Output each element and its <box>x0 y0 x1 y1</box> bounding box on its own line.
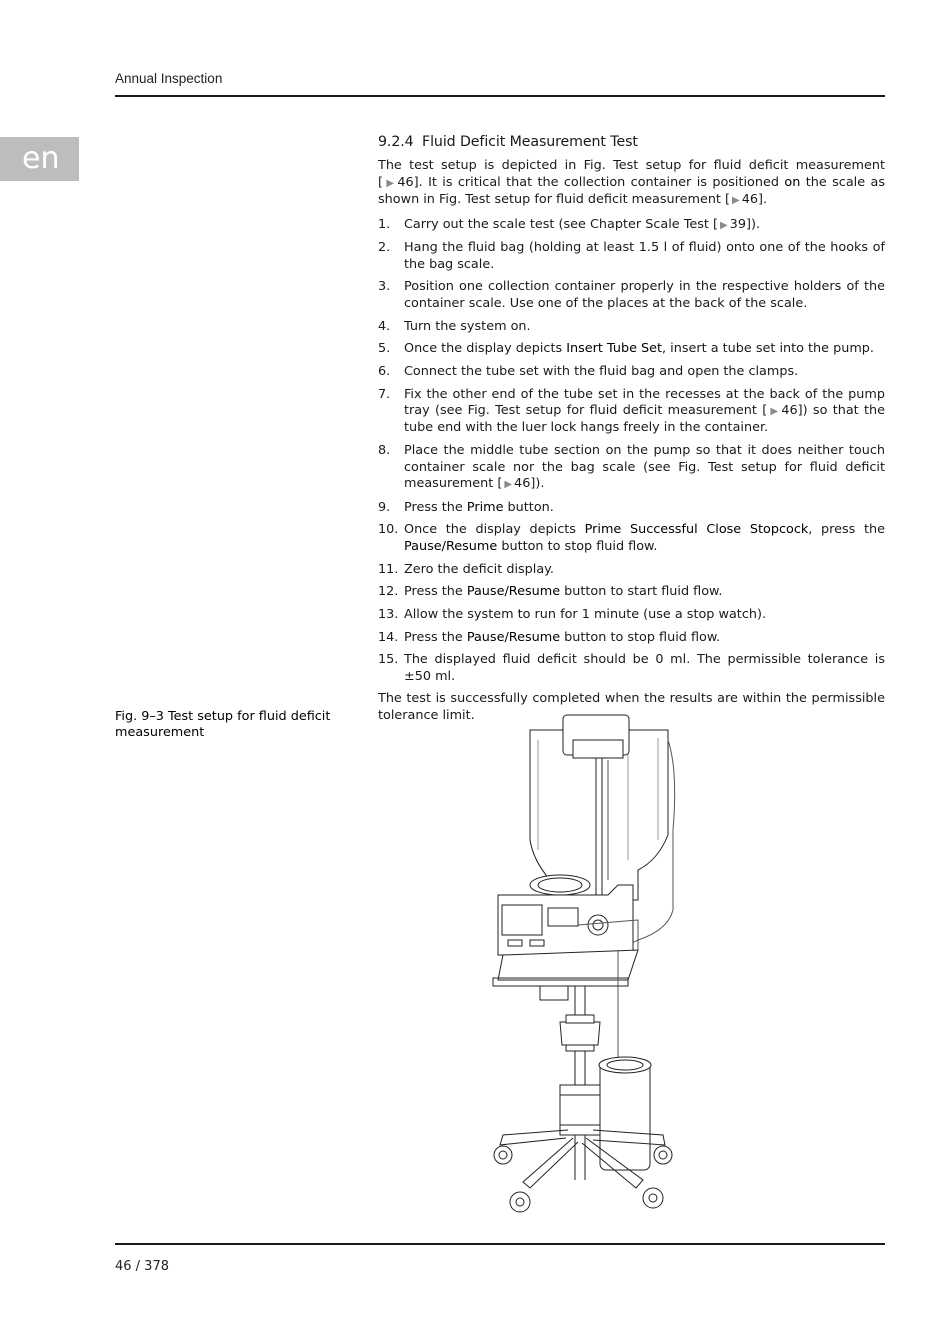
page-ref-link[interactable]: 46 <box>781 403 798 419</box>
step-text: button. <box>503 499 554 515</box>
steps-list <box>378 217 885 686</box>
step-number: 7. <box>378 386 391 402</box>
step-number: 8. <box>378 443 391 459</box>
list-item <box>378 443 885 493</box>
step-text: The displayed fluid deficit should be 0 ml. The permissible tolerance is ±50 ml. <box>404 652 885 684</box>
step-text: Place the middle tube section on the pump so that it does neither touch container scale nor the bag scale (see Fig. Test setup for fluid deficit measurement [ <box>404 443 885 491</box>
ui-label: Pause/Resume <box>404 538 498 554</box>
list-item <box>378 279 885 312</box>
list-item <box>378 652 885 685</box>
list-item <box>378 319 885 335</box>
step-number: 1. <box>378 216 391 232</box>
figure-caption: Fig. 9–3 Test setup for fluid deficit measurement <box>115 709 331 741</box>
step-number: 6. <box>378 363 391 379</box>
step-text: Turn the system on. <box>404 318 531 334</box>
step-number: 13. <box>378 606 399 622</box>
page-ref-link[interactable]: 46 <box>741 192 759 208</box>
page-number: 46 / 378 <box>115 1259 169 1274</box>
language-tab: en <box>0 137 79 181</box>
step-text: button to stop fluid flow. <box>497 538 658 554</box>
intro-text: The test setup is depicted in Fig. Test setup for fluid deficit measurement [ <box>378 158 885 190</box>
section-title-text: Fluid Deficit Measurement Test <box>422 134 638 150</box>
step-text: Press the <box>404 584 467 600</box>
step-text: Press the <box>404 629 467 645</box>
list-item <box>378 364 885 380</box>
step-number: 2. <box>378 240 391 256</box>
step-number: 14. <box>378 629 399 645</box>
section-content <box>378 134 885 731</box>
footer-rule <box>115 1243 885 1245</box>
ui-label: Pause/Resume <box>466 629 561 645</box>
list-item <box>378 500 885 516</box>
step-number: 12. <box>378 584 399 600</box>
list-item <box>378 584 885 600</box>
step-number: 11. <box>378 561 399 577</box>
step-number: 5. <box>378 341 391 357</box>
step-text: Connect the tube set with the fluid bag and open the clamps. <box>404 363 799 379</box>
arrow-right-icon: ▶ <box>719 219 728 231</box>
step-text: , insert a tube set into the pump. <box>662 341 875 357</box>
list-item <box>378 217 885 234</box>
step-text: button to start fluid flow. <box>560 584 723 600</box>
step-text: ]) so that the tube end with the luer lock hangs freely in the container. <box>404 403 885 436</box>
step-text: Carry out the scale test (see Chapter Scale Test [ <box>404 216 718 232</box>
arrow-right-icon: ▶ <box>385 177 396 189</box>
ui-label: Prime Successful Close Stopcock <box>584 522 809 538</box>
step-text: Once the display depicts <box>404 522 585 538</box>
list-item <box>378 562 885 578</box>
intro-text: ]. It is critical that the collection container is positioned <box>413 174 785 190</box>
ui-label: Prime <box>466 499 504 515</box>
step-number: 15. <box>378 652 399 668</box>
intro-text: ]. <box>758 192 768 208</box>
step-text: Zero the deficit display. <box>404 561 555 577</box>
step-text: Allow the system to run for 1 minute (use a stop watch). <box>404 606 767 622</box>
step-text: , press the <box>808 522 885 538</box>
section-number: 9.2.4 <box>378 134 414 150</box>
step-number: 4. <box>378 318 391 334</box>
header-rule <box>115 95 885 97</box>
step-text: ]). <box>530 475 545 491</box>
running-head: Annual Inspection <box>115 71 223 86</box>
conclusion-paragraph: The test is successfully completed when the results are within the permissible tolerance limit. <box>378 691 885 723</box>
list-item <box>378 607 885 623</box>
step-text: Hang the fluid bag (holding at least 1.5 l of fluid) onto one of the hooks of the bag scale. <box>404 240 885 272</box>
list-item <box>378 522 885 555</box>
arrow-right-icon: ▶ <box>769 406 780 418</box>
step-text: Fix the other end of the tube set in the recesses at the back of the pump tray (see Fig. Test setup for fluid deficit measurement [ <box>404 386 885 419</box>
page-ref-link[interactable]: 39 <box>729 216 746 232</box>
device-cart-illustration <box>478 710 688 1220</box>
step-text: button to stop fluid flow. <box>560 629 721 645</box>
intro-paragraph <box>378 158 885 209</box>
list-item <box>378 341 885 357</box>
step-text: ]). <box>745 216 761 232</box>
list-item <box>378 240 885 273</box>
page-ref-link[interactable]: 46 <box>514 475 531 491</box>
page-ref-link[interactable]: 46 <box>397 174 414 190</box>
list-item <box>378 387 885 437</box>
step-number: 10. <box>378 522 399 538</box>
arrow-right-icon: ▶ <box>732 195 740 207</box>
intro-text: the scale as shown in Fig. Test setup for fluid deficit measurement [ <box>378 174 885 208</box>
step-text: Position one collection container properly in the respective holders of the container scale. Use one of the places at the back of the scale. <box>404 279 885 311</box>
step-text: Once the display depicts <box>404 341 567 357</box>
step-number: 3. <box>378 279 391 295</box>
figure-setup-illustration <box>478 710 688 1220</box>
section-title <box>378 134 885 150</box>
ui-label: Insert Tube Set <box>566 341 663 357</box>
emphasis: on <box>784 174 801 190</box>
step-number: 9. <box>378 499 391 515</box>
ui-label: Pause/Resume <box>466 584 561 600</box>
step-text: Press the <box>404 499 467 515</box>
arrow-right-icon: ▶ <box>504 478 513 490</box>
list-item <box>378 630 885 646</box>
